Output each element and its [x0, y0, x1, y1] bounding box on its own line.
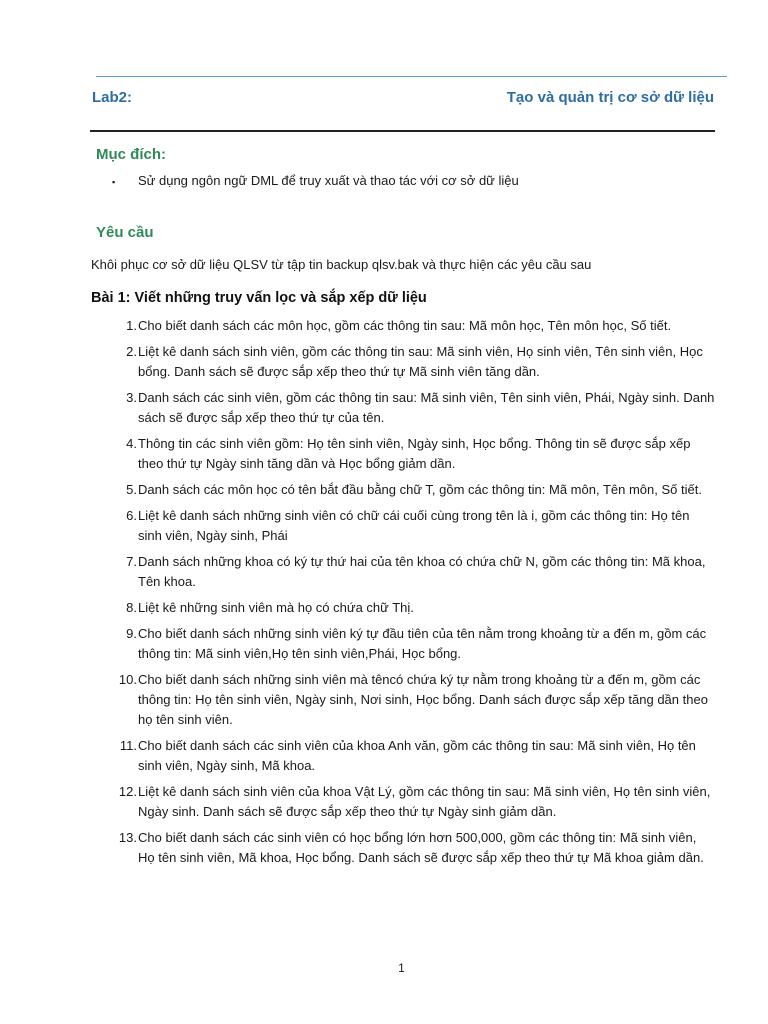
list-item-number: 4. [126, 436, 137, 451]
requirements-heading: Yêu cầu [96, 224, 154, 241]
list-item-number: 9. [126, 626, 137, 641]
list-item-text: Cho biết danh sách các sinh viên có học bổng lớn hơn 500,000, gồm các thông tin: Mã sinh viên, Họ tên sinh viên, Mã khoa, Học bổng. Danh sách sẽ được sắp xếp theo thứ tự Mã khoa giảm dần. [138, 830, 704, 865]
list-item-text: Liệt kê danh sách những sinh viên có chữ cái cuối cùng trong tên là i, gồm các thông tin: Họ tên sinh viên, Ngày sinh, Phái [138, 508, 690, 543]
list-item-text: Cho biết danh sách các sinh viên của khoa Anh văn, gồm các thông tin sau: Mã sinh viên, Họ tên sinh viên, Ngày sinh, Mã khoa. [138, 738, 696, 773]
list-item [96, 342, 716, 382]
list-item-number: 10. [118, 672, 137, 687]
task-list [96, 316, 716, 874]
purpose-heading: Mục đích: [96, 146, 166, 163]
list-item [96, 480, 716, 500]
list-item-number: 3. [126, 390, 137, 405]
list-item-number: 2. [126, 344, 137, 359]
page-number: 1 [398, 961, 405, 975]
purpose-bullet-text: Sử dụng ngôn ngữ DML để truy xuất và thao tác với cơ sở dữ liệu [138, 173, 519, 188]
list-item [96, 506, 716, 546]
list-item-number: 6. [126, 508, 137, 523]
list-item-text: Thông tin các sinh viên gồm: Họ tên sinh viên, Ngày sinh, Học bổng. Thông tin sẽ được sắp xếp theo thứ tự Ngày sinh tăng dần và Học bổng giảm dần. [138, 436, 691, 471]
lab-title: Tạo và quản trị cơ sở dữ liệu [506, 89, 714, 106]
purpose-bullet-item [112, 173, 519, 188]
list-item [96, 316, 716, 336]
list-item-text: Cho biết danh sách các môn học, gồm các thông tin sau: Mã môn học, Tên môn học, Số tiết. [138, 318, 672, 333]
list-item-number: 5. [126, 482, 137, 497]
list-item-number: 8. [126, 600, 137, 615]
page-header [92, 89, 714, 106]
header-bottom-rule [90, 130, 715, 132]
list-item-number: 1. [126, 318, 137, 333]
list-item-text: Cho biết danh sách những sinh viên ký tự đầu tiên của tên nằm trong khoảng từ a đến m, gồm các thông tin: Mã sinh viên,Họ tên sinh viên,Phái, Học bổng. [138, 626, 707, 661]
list-item [96, 736, 716, 776]
list-item [96, 552, 716, 592]
list-item [96, 828, 716, 868]
square-bullet-icon: ▪ [112, 177, 116, 187]
list-item-text: Danh sách các môn học có tên bắt đầu bằng chữ T, gồm các thông tin: Mã môn, Tên môn, Số tiết. [138, 482, 702, 497]
lab-label: Lab2: [92, 89, 133, 106]
list-item-number: 11. [119, 738, 137, 753]
exercise-title: Bài 1: Viết những truy vấn lọc và sắp xếp dữ liệu [91, 290, 427, 306]
list-item-number: 7. [126, 554, 137, 569]
list-item [96, 388, 716, 428]
list-item [96, 670, 716, 730]
list-item [96, 782, 716, 822]
list-item [96, 624, 716, 664]
list-item [96, 434, 716, 474]
list-item-text: Danh sách những khoa có ký tự thứ hai của tên khoa có chứa chữ N, gồm các thông tin: Mã khoa, Tên khoa. [138, 554, 706, 589]
list-item-number: 13. [118, 830, 137, 845]
list-item [96, 598, 716, 618]
list-item-text: Liệt kê danh sách sinh viên của khoa Vật Lý, gồm các thông tin sau: Mã sinh viên, Họ tên sinh viên, Ngày sinh. Danh sách sẽ được sắp xếp theo thứ tự Ngày sinh giảm dần. [138, 784, 711, 819]
list-item-text: Liệt kê danh sách sinh viên, gồm các thông tin sau: Mã sinh viên, Họ sinh viên, Tên sinh viên, Học bổng. Danh sách sẽ được sắp xếp theo thứ tự Mã sinh viên tăng dần. [138, 344, 703, 379]
list-item-text: Liệt kê những sinh viên mà họ có chứa chữ Thị. [138, 600, 414, 615]
list-item-text: Danh sách các sinh viên, gồm các thông tin sau: Mã sinh viên, Tên sinh viên, Phái, Ngày sinh. Danh sách sẽ được sắp xếp theo thứ tự của tên. [138, 390, 715, 425]
requirements-intro: Khôi phục cơ sở dữ liệu QLSV từ tập tin backup qlsv.bak và thực hiện các yêu cầu sau [91, 257, 592, 272]
header-top-rule [96, 76, 727, 77]
list-item-number: 12. [118, 784, 137, 799]
list-item-text: Cho biết danh sách những sinh viên mà têncó chứa ký tự nằm trong khoảng từ a đến m, gồm các thông tin: Họ tên sinh viên, Ngày sinh, Nơi sinh, Học bổng. Danh sách được sắp xếp tăng dần theo họ tên sinh viên. [138, 672, 708, 727]
